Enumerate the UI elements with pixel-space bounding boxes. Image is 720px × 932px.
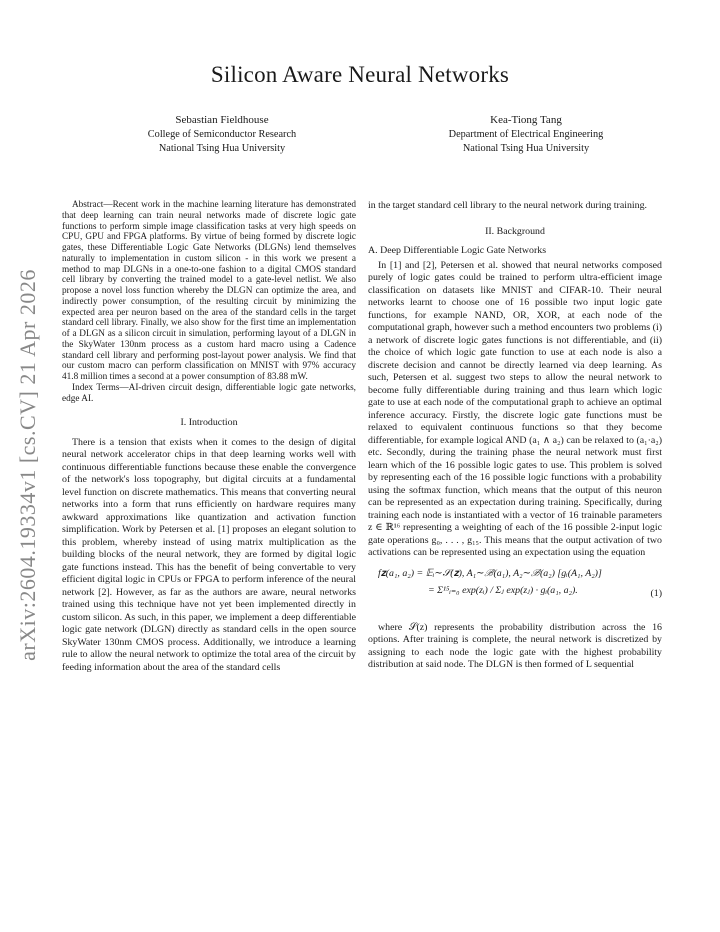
arxiv-watermark: arXiv:2604.19334v1 [cs.CV] 21 Apr 2026 [15, 269, 40, 661]
subsection-heading: A. Deep Differentiable Logic Gate Networks [368, 245, 547, 256]
left-column [62, 200, 356, 674]
background-paragraph: In [1] and [2], Petersen et al. showed that neural networks composed purely of logic gates could be trained to perform ultra-efficient image classification on datasets like MNIST and CIFAR-10. Their neural networks learnt to choose one of 16 possible two input logic gate functions, for example NAND, OR, XOR, at each node of the computational graph, however such a method encounters two problems (i) a network of discrete logic gates functions is not differentiable, and (ii) the choice of which logic gate function to use at each node is also a discrete decision and cannot be directly learned via deep learning. As such, Petersen et al. suggest two steps to allow the neural network to become fully differentiable during training and thus learn which logic gate to use at each node of the computational graph to achieve an optimal inference accuracy. Firstly, the discrete logic gate functions must be relaxed to equivalent continuous functions so that they become differentiable, for example logical AND (a₁ ∧ a₂) can be relaxed to (a₁·a₂) etc. Secondly, during the training phase the neural network must first learn which of the 16 possible logic gates to use. This problem is solved by representing each of the 16 possible logic functions with a probability using the softmax function, which means that the output of this neuron can be represented as an expectation during training. Specifically, during training each node is instantiated with a vector of 16 trainable parameters z ∈ ℝ¹⁶ representing a weighting of each of the 16 possible 2-input logic gate operations g₀, . . . , g₁₅. This means that the output activation of two activations can be represented using an expectation using the equation [368, 259, 662, 558]
abstract: Abstract—Recent work in the machine learning literature has demonstrated that deep learning can train neural networks made of discrete logic gate functions to perform simple image classification tasks at very high speeds on CPU, GPU and FPGA platforms. By virtue of being formed by discrete logic gates, these Differentiable Logic Gate Networks (DLGNs) lend themselves naturally to implementation in custom silicon - in this work we present a method to map DLGNs in a one-to-one fashion to a digital CMOS standard cell library by converting the trained model to a gate-level netlist. We also propose a novel loss function whereby the DLGN can optimize the area, and indirectly power consumption, of the resulting circuit by minimizing the expected area per neuron based on the area of the standard cells in the target standard cell library. Finally, we also show for the first time an implementation of a DLGN as a silicon circuit in simulation, performing layout of a DLGN in the SkyWater 130nm process as a custom hard macro using a Cadence standard cell library and performing post-layout power analysis. We find that our custom macro can perform classification on MNIST with 97% accuracy 41.8 million times a second at a power consumption of 83.88 mW. [62, 200, 356, 382]
right-column [368, 200, 662, 672]
author-affiliation: Department of Electrical Engineering [448, 129, 604, 140]
section-heading-background: II. Background [485, 225, 545, 237]
author-institution: National Tsing Hua University [462, 143, 590, 154]
background-paragraph: where 𝒮(z) represents the probability distribution across the 16 options. After training is complete, the neural network is discretized by assigning to each node the logic gate with the highest probability distribution at said node. The DLGN is then formed of L sequential [368, 621, 662, 670]
author-name: Sebastian Fieldhouse [175, 114, 269, 126]
author-affiliation: College of Semiconductor Research [147, 129, 297, 140]
author-block [72, 113, 372, 156]
author-name: Kea-Tiong Tang [490, 114, 562, 126]
paper-title: Silicon Aware Neural Networks [210, 62, 510, 87]
author-institution: National Tsing Hua University [158, 143, 286, 154]
equation-line: = Σ¹⁵ᵢ₌₀ exp(zᵢ) / Σⱼ exp(zⱼ) · gᵢ(a₁, a₂). [428, 584, 578, 596]
equation-number: (1) [650, 587, 662, 599]
section-heading-introduction: I. Introduction [180, 417, 238, 429]
introduction-paragraph: There is a tension that exists when it comes to the design of digital neural network accelerator chips in that deep learning works well with continuous differentiable functions because these enable the convergence of the network's loss topography, but digital circuits at a fundamental level function on discrete mathematics. This means that converting neural networks into a form that runs efficiently on hardware requires many awkward approximations like quantization and activation function simplification. Work by Petersen et al. [1] proposes an elegant solution to this problem, whereby instead of using matrix multiplication as the building blocks of the neural network, they are formed by digital logic gate functions instead. This has the benefit of being convertable to very efficient digital logic in CPUs or FPGA to perform inference of the neural network [2]. However, as far as the authors are aware, neural networks trained using this technique have not yet been implemented directly in custom silicon. As such, in this paper, we implement a deep differentiable logic gate network (DLGN) directly as standard cells in the open source SkyWater 130nm CMOS process. Additionally, we introduce a learning rule to allow the neural network to optimize the total area of the circuit by feeding information about the area of the standard cells [62, 436, 356, 673]
continuation-paragraph: in the target standard cell library to the neural network during training. [368, 200, 647, 211]
equation-block [368, 568, 662, 616]
index-terms: Index Terms—AI-driven circuit design, differentiable logic gate networks, edge AI. [62, 382, 356, 404]
equation-line: f𝐳(a₁, a₂) = 𝔼ᵢ∼𝒮(𝐳), A₁∼ℬ(a₁), A₂∼ℬ(a₂) [gᵢ(A₁, A₂)] [378, 567, 602, 579]
author-block [376, 113, 676, 156]
